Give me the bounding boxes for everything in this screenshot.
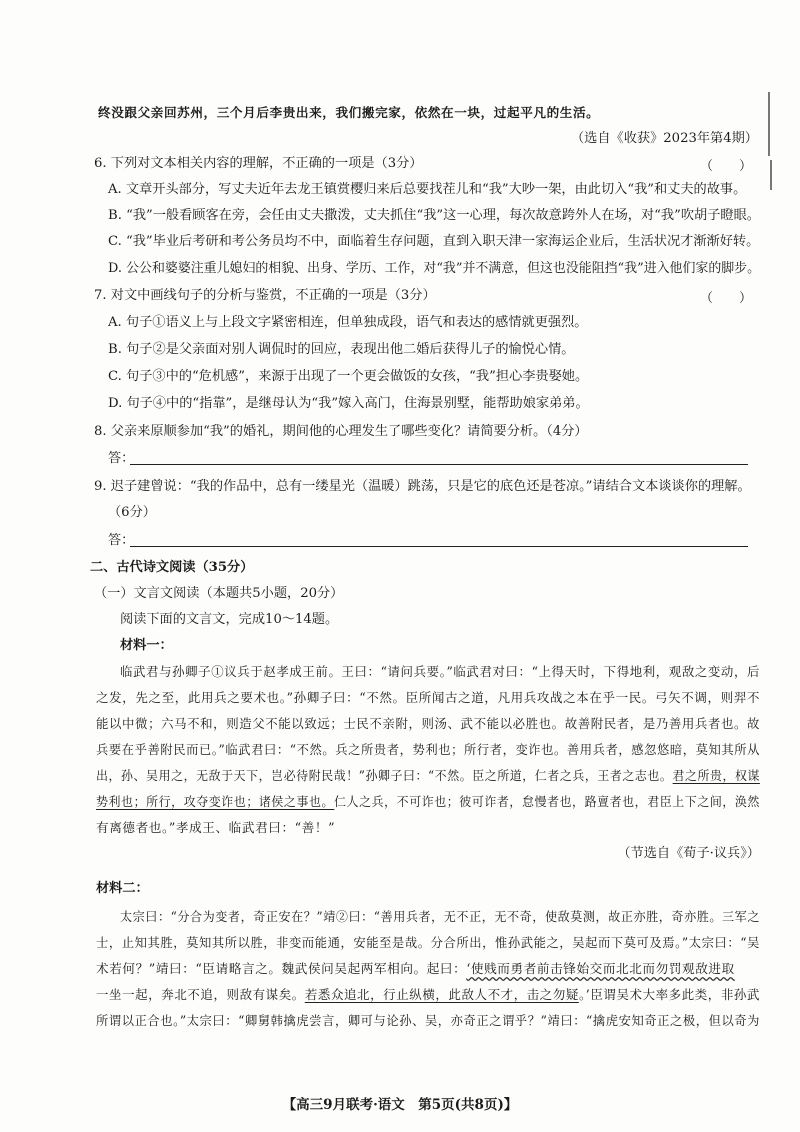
q7-option-a: A. 句子①语义上与上段文字紧密相连，但单独成段，语气和表达的感情就更强烈。 — [108, 315, 588, 330]
material-2-line — [96, 960, 735, 978]
material-2-label: 材料二： — [96, 881, 149, 896]
scan-mark — [768, 92, 770, 156]
material-2-line: 士，止知其胜，莫知其所以胜，非变而能通，安能至是哉。分合所出，惟孙武能之，吴起而下莫可及焉。”太宗曰：“吴 — [96, 935, 760, 950]
reading-instruction: 阅读下面的文言文，完成10～14题。 — [120, 612, 339, 627]
material-1-text: 仁人之兵，不可诈也；彼可诈者，怠慢者也，路亶者也，君臣上下之间，涣然 — [334, 794, 760, 809]
q7-stem: 7. 对文中画线句子的分析与鉴赏，不正确的一项是（3分） — [94, 288, 436, 303]
q8-answer-line[interactable] — [130, 464, 748, 465]
q7-option-b: B. 句子②是父亲面对别人调侃时的回应，表现出他二婚后获得儿子的愉悦心情。 — [108, 342, 575, 357]
underlined-sentence: 若悉众追北，行止纵横，此敌人不才，击之勿疑 — [304, 987, 579, 1002]
q8-answer-label: 答： — [108, 451, 135, 466]
material-1-text: 出，孙、吴用之，无敌于天下，岂必待附民哉！”孙卿子曰：“不然。臣之所道，仁者之兵，王者之志也。 — [96, 768, 673, 783]
q6-stem: 6. 下列对文本相关内容的理解，不正确的一项是（3分） — [94, 156, 423, 171]
q7-answer-paren: （ ） — [700, 291, 753, 306]
q6-option-a: A. 文章开头部分，写丈夫近年去龙王镇赏樱归来后总要找茬儿和“我”大吵一架，由此切入“我”和丈夫的故事。 — [108, 182, 747, 197]
material-1-line — [96, 793, 760, 811]
wavy-underlined-sentence: ‘使贱而勇者前击锋始交而北北而勿罚观敌进取 — [466, 961, 735, 976]
material-1-line: 之发，先之至，此用兵之要术也。”孙卿子曰：“不然。臣所闻古之道，凡用兵攻战之本在乎一民。弓矢不调，则羿不 — [96, 690, 760, 705]
subsection-title: （一）文言文阅读（本题共5小题，20分） — [94, 586, 344, 601]
q6-option-d: D. 公公和婆婆注重儿媳妇的相貌、出身、学历、工作，对“我”并不满意，但这也没能阻挡“我”进入他们家的脚步。 — [108, 261, 761, 276]
story-end-line: 终没跟父亲回苏州，三个月后李贵出来，我们搬完家，依然在一块，过起平凡的生活。 — [98, 105, 600, 120]
q9-score: （6分） — [108, 505, 156, 520]
material-1-source: （节选自《荀子·议兵》） — [617, 846, 760, 861]
q8-stem: 8. 父亲来原顺参加“我”的婚礼，期间他的心理发生了哪些变化？请简要分析。（4分） — [94, 424, 588, 439]
section-title: 二、古代诗文阅读（35分） — [90, 560, 254, 575]
source-note: （选自《收获》2023年第4期） — [570, 131, 758, 146]
page-footer: 【高三9月联考·语文 第5页(共8页)】 — [282, 1097, 518, 1113]
scan-mark — [770, 160, 772, 190]
material-2-line: 所谓以正合也。”太宗曰：“卿舅韩擒虎尝言，卿可与论孙、吴，亦奇正之谓乎？”靖曰：“擒虎安知奇正之极，但以奇为 — [96, 1013, 761, 1028]
q6-option-c: C. “我”毕业后考研和考公务员均不中，面临着生存问题，直到入职天津一家海运企业后，生活状况才渐渐好转。 — [108, 234, 760, 249]
q9-answer-line[interactable] — [130, 546, 748, 547]
underlined-sentence: 君之所贵，权谋 — [672, 768, 761, 783]
q6-option-b: B. “我”一般看顾客在旁，会任由丈夫撒泼，丈夫抓住“我”这一心理，每次故意跨外人在场，对“我”吹胡子瞪眼。 — [108, 208, 760, 223]
q9-answer-label: 答： — [108, 533, 135, 548]
q6-answer-paren: （ ） — [700, 159, 753, 174]
material-2-line — [96, 986, 760, 1004]
material-1-line: 兵要在乎善附民而已。”临武君曰：“不然。兵之所贵者，势利也；所行者，变诈也。善用兵者，感忽悠暗，莫知其所从 — [96, 742, 760, 757]
q9-stem: 9. 迟子建曾说：“我的作品中，总有一缕星光（温暖）跳荡，只是它的底色还是苍凉。”请结合文本谈谈你的理解。 — [94, 479, 751, 494]
material-2-line: 太宗曰：“分合为变者，奇正安在？”靖②曰：“善用兵者，无不正，无不奇，使敌莫测，故正亦胜，奇亦胜。三军之 — [120, 909, 760, 924]
material-1-line: 有离德者也。”孝成王、临武君曰：“善！” — [96, 820, 336, 835]
material-2-text: 术若何？”靖曰：“臣请略言之。魏武侯问吴起两军相向。起曰： — [96, 961, 467, 976]
material-1-label: 材料一： — [120, 638, 173, 653]
material-2-text: 。’臣谓吴术大率多此类，非孙武 — [578, 987, 761, 1002]
q7-option-c: C. 句子③中的“危机感”，来源于出现了一个更会做饭的女孩，“我”担心李贵娶她。 — [108, 369, 589, 384]
underlined-sentence: 势利也；所行，攻夺变诈也；诸侯之事也。 — [96, 794, 335, 809]
q7-option-d: D. 句子④中的“指靠”，是继母认为“我”嫁入高门，住海景别墅，能帮助娘家弟弟。 — [108, 396, 589, 411]
material-1-line: 能以中微；六马不和，则造父不能以致远；士民不亲附，则汤、武不能以必胜也。故善附民者，是乃善用兵者也。故 — [96, 716, 761, 731]
material-2-text: 一坐一起，奔北不追，则敌有谋矣。 — [96, 987, 305, 1002]
material-1-line: 临武君与孙卿子①议兵于赵孝成王前。王曰：“请问兵要。”临武君对曰：“上得天时，下得地利，观敌之变动，后 — [120, 664, 761, 679]
material-1-line — [96, 767, 760, 785]
